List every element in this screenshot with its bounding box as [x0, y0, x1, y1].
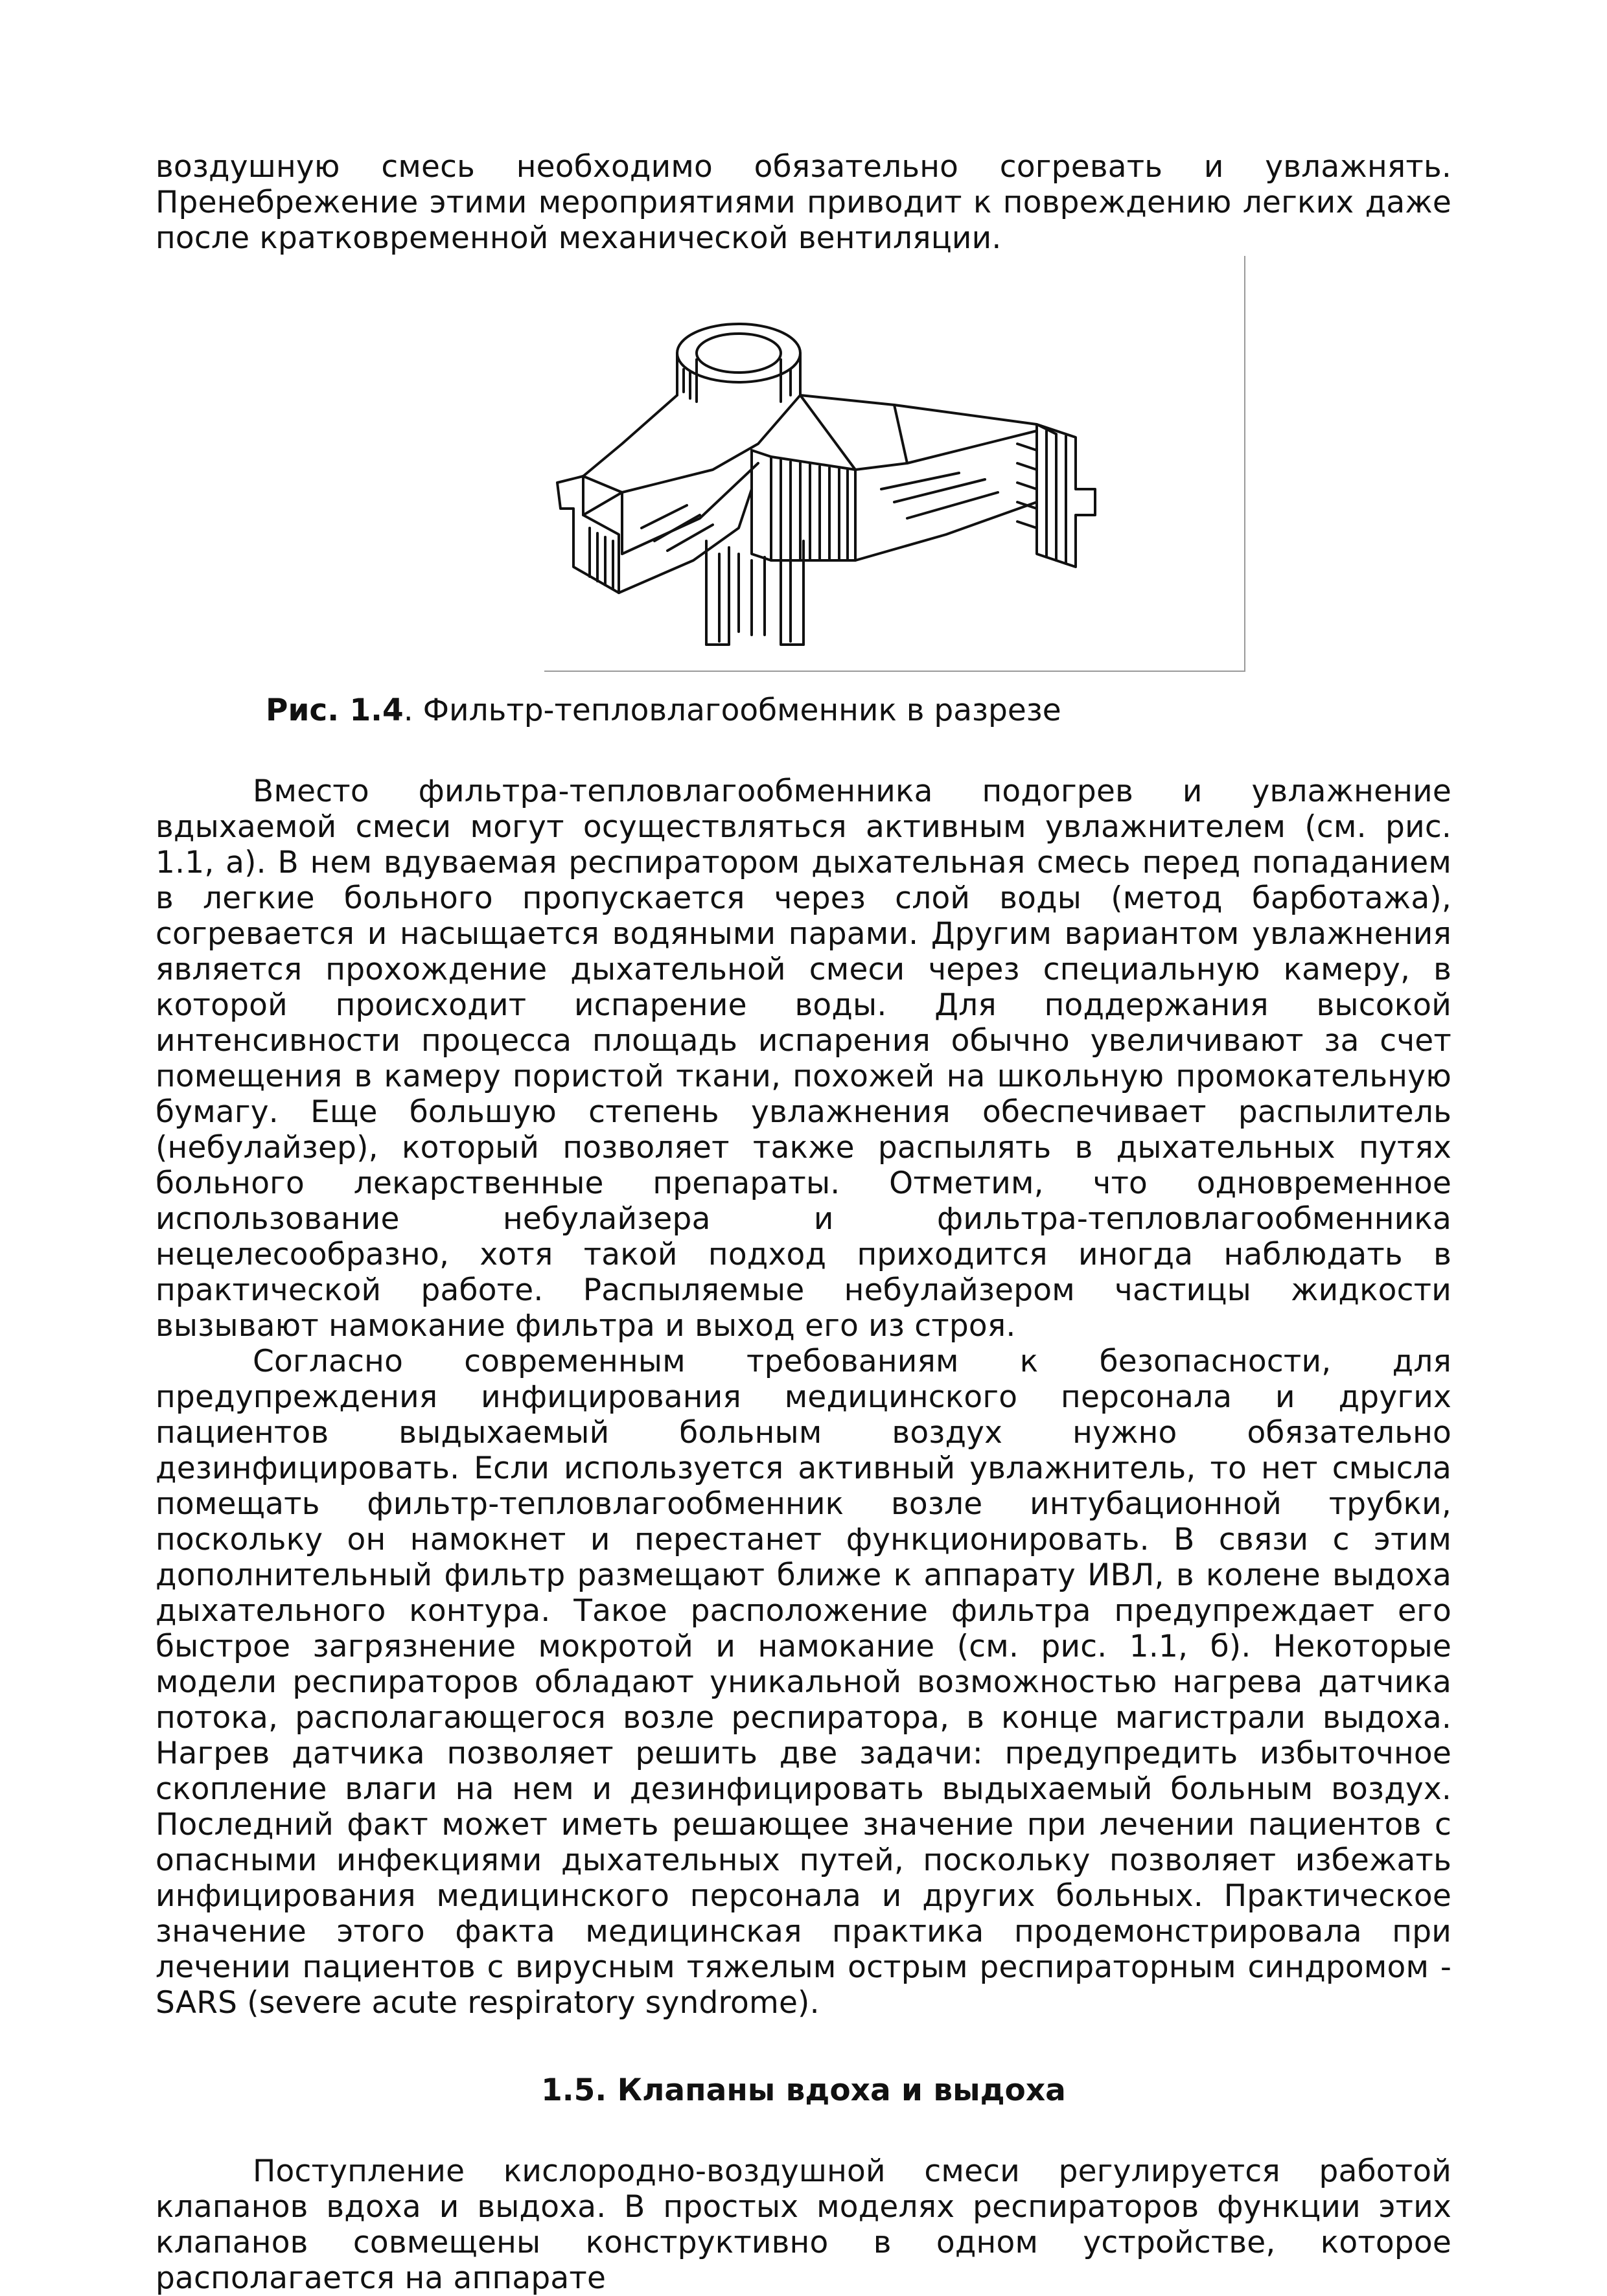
paragraph-valves: Поступление кислородно-воздушной смеси регулируется работой клапанов вдоха и выдоха. В простых моделях респираторов функции этих клапанов совмещены конструктивно в одном устройстве, которое располагается на аппарате — [156, 2153, 1451, 2296]
paragraph-disinfection: Согласно современным требованиям к безопасности, для предупреждения инфицирования медицинского персонала и других пациентов выдыхаемый больным воздух нужно обязательно дезинфицировать. Если используется активный увлажнитель, то нет смысла помещать фильтр-тепловлагообменник возле интубационной трубки, поскольку он намокнет и перестанет функционировать. В связи с этим дополнительный фильтр размещают ближе к аппарату ИВЛ, в колене выдоха дыхательного контура. Такое расположение фильтра предупреждает его быстрое загрязнение мокротой и намокание (см. рис. 1.1, б). Некоторые модели респираторов обладают уникальной возможностью нагрева датчика потока, располагающегося возле респиратора, в конце магистрали выдоха. Нагрев датчика позволяет решить две задачи: предупредить избыточное скопление влаги на нем и дезинфицировать выдыхаемый больным воздух. Последний факт может иметь решающее значение при лечении пациентов с опасными инфекциями дыхательных путей, поскольку позволяет избежать инфицирования медицинского персонала и других больных. Практическое значение этого факта медицинская практика продемонстрировала при лечении пациентов с вирусным тяжелым острым респираторным синдромом - SARS (severe acute respiratory syndrome). — [156, 1344, 1451, 2021]
figure-label: Рис. 1.4 — [266, 693, 404, 728]
section-heading: 1.5. Клапаны вдоха и выдоха — [541, 2072, 1066, 2108]
figure-caption — [266, 693, 1451, 728]
figure-frame — [544, 256, 1245, 672]
paragraph-humidifier: Вместо фильтра-тепловлагообменника подогрев и увлажнение вдыхаемой смеси могут осуществляться активным увлажнителем (см. рис. 1.1, а). В нем вдуваемая респиратором дыхательная смесь перед попаданием в легкие больного пропускается через слой воды (метод барботажа), согревается и насыщается водяными парами. Другим вариантом увлажнения является прохождение дыхательной смеси через специальную камеру, в которой происходит испарение воды. Для поддержания высокой интенсивности процесса площадь испарения обычно увеличивают за счет помещения в камеру пористой ткани, похожей на школьную промокательную бумагу. Еще большую степень увлажнения обеспечивает распылитель (небулайзер), который позволяет также распылять в дыхательных путях больного лекарственные препараты. Отметим, что одновременное использование небулайзера и фильтра-тепловлагообменника нецелесообразно, хотя такой подход приходится иногда наблюдать в практической работе. Распыляемые небулайзером частицы жидкости вызывают намокание фильтра и выход его из строя. — [156, 774, 1451, 1344]
document-page — [156, 149, 1451, 2296]
figure-1-4 — [156, 256, 1451, 677]
figure-caption-text: . Фильтр-тепловлагообменник в разрезе — [403, 693, 1061, 728]
paragraph-intro: воздушную смесь необходимо обязательно согревать и увлажнять. Пренебрежение этими мероприятиями приводит к повреждению легких даже после кратковременной механической вентиляции. — [156, 149, 1451, 256]
heat-moisture-exchanger-illustration — [544, 256, 1244, 671]
